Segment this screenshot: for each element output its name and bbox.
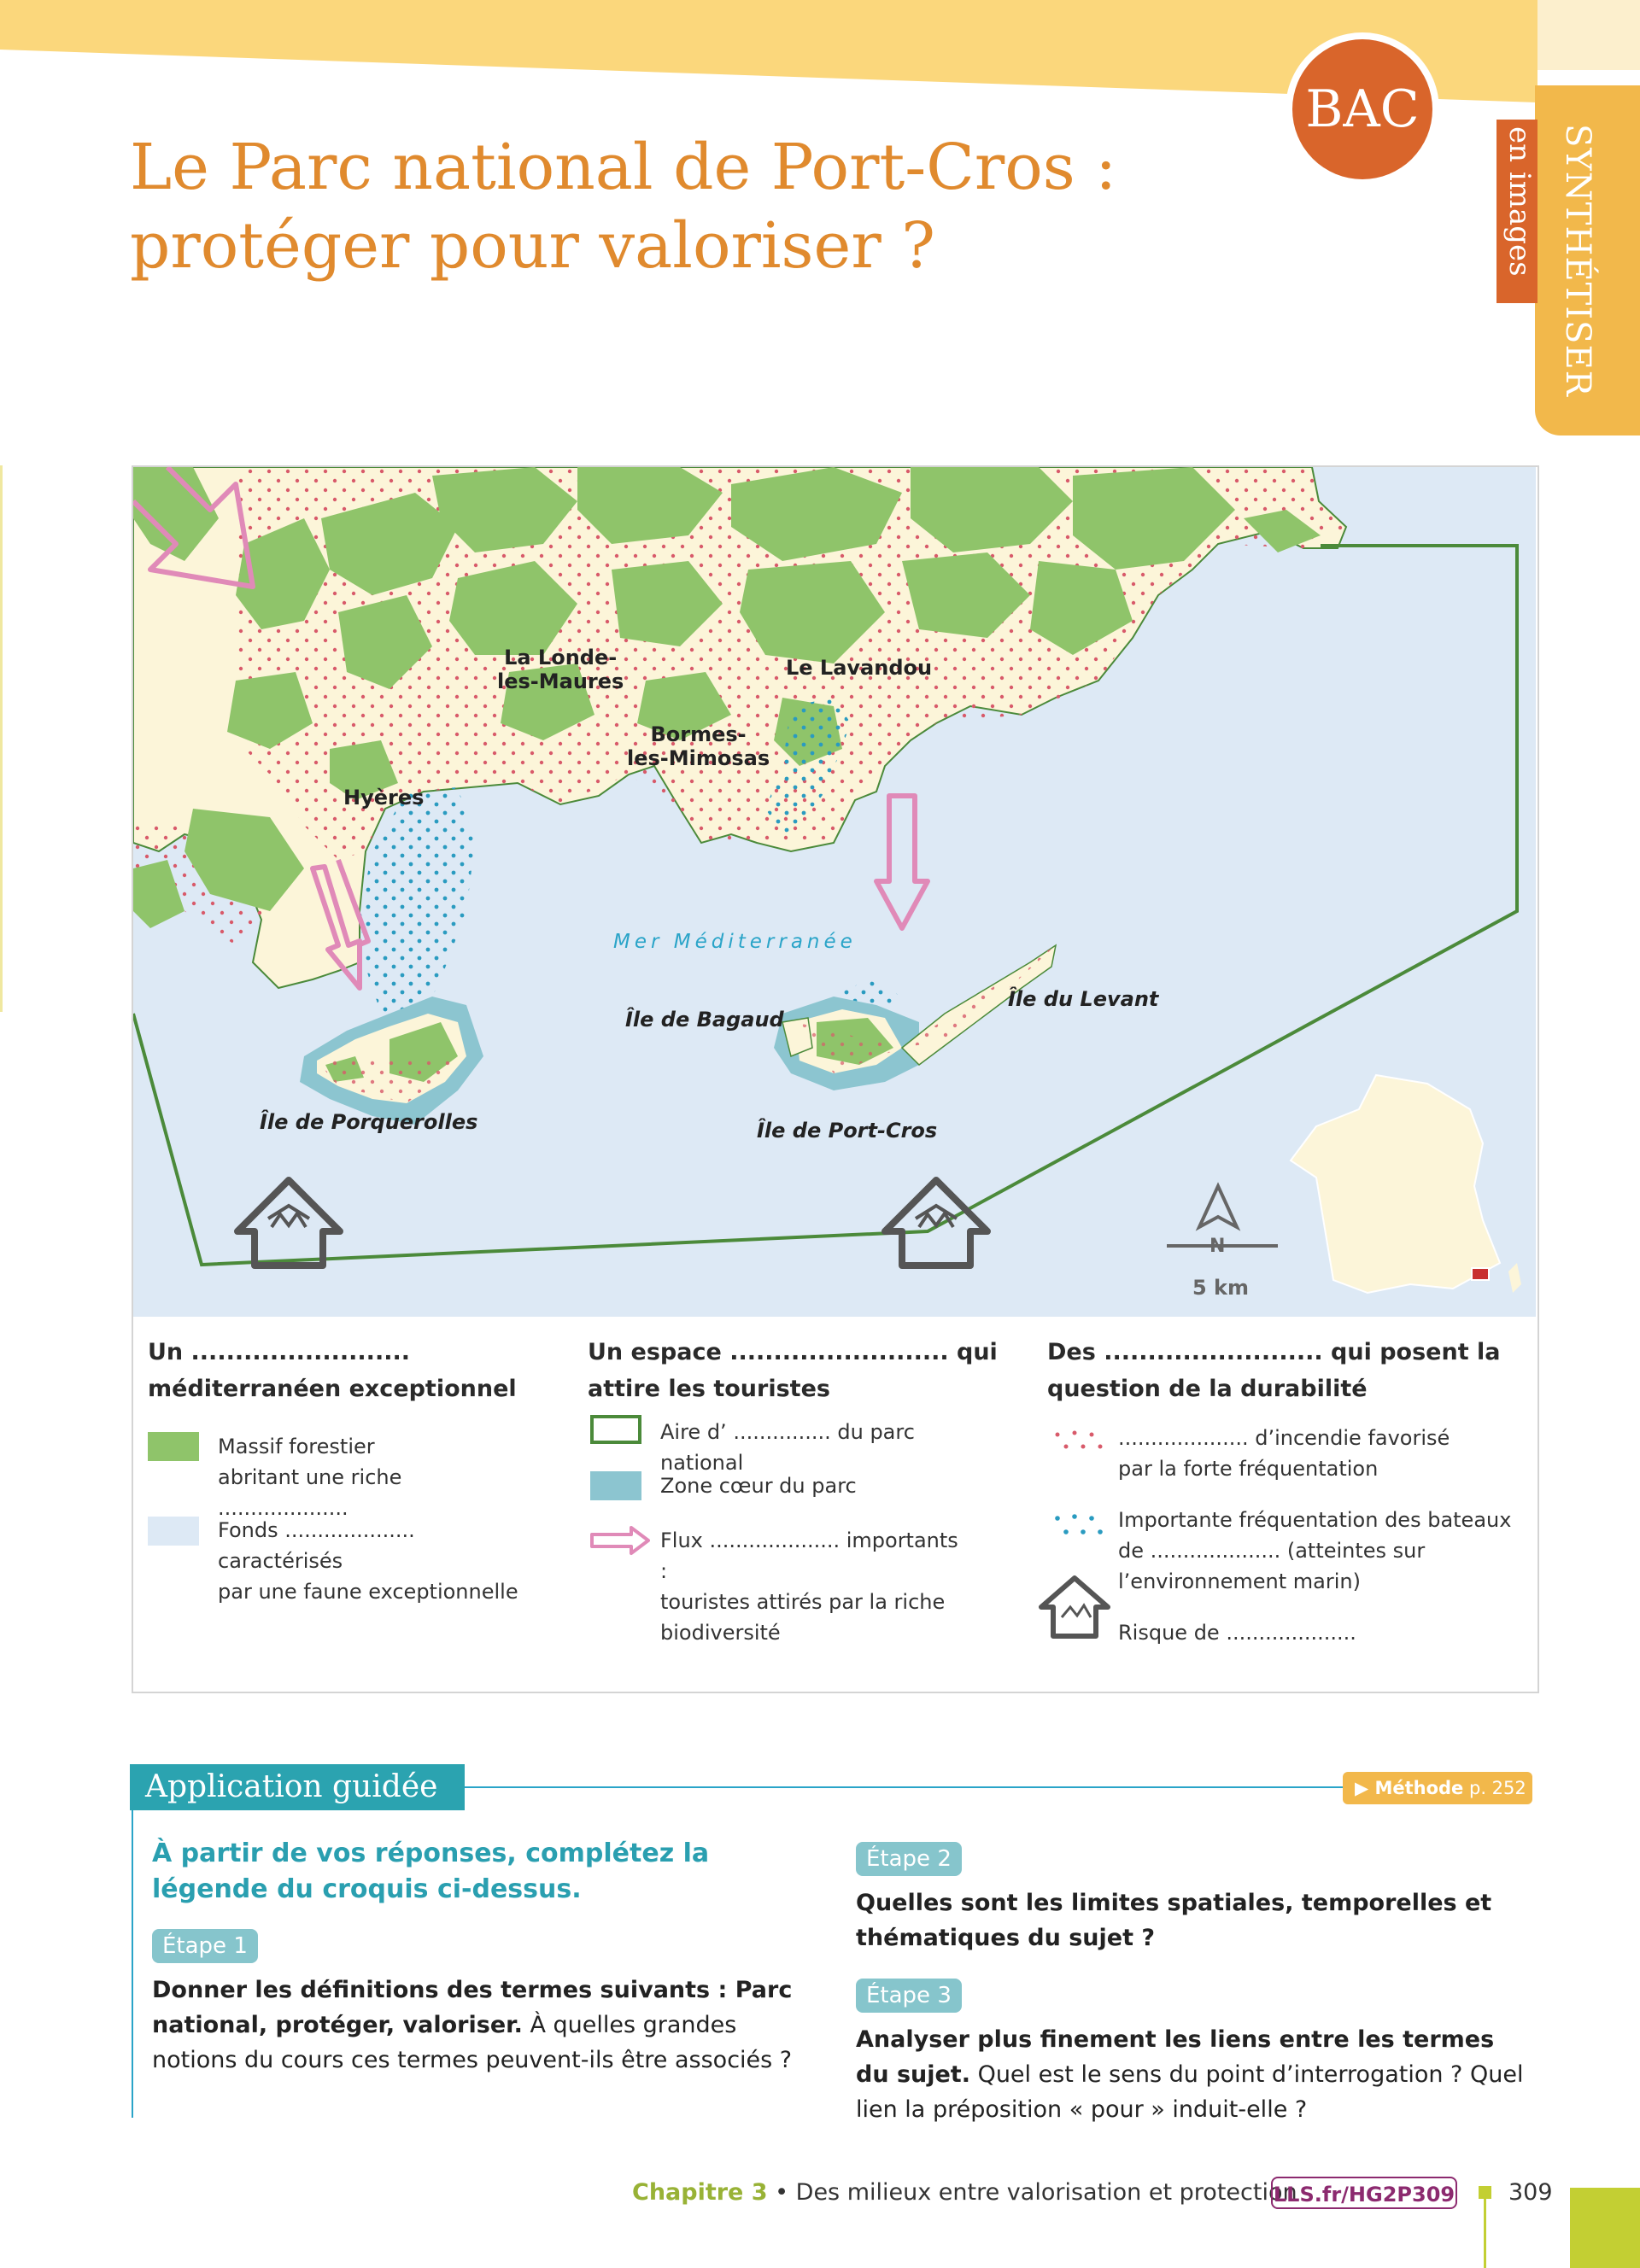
footer-marker-line [1484, 2199, 1486, 2268]
legend-core-zone-text: Zone cœur du parc [660, 1474, 857, 1498]
step1-bold: Donner les définitions des termes suivants : Parc national, protéger, valoriser. [152, 1977, 793, 2038]
label-le-lavandou: Le Lavandou [786, 656, 933, 680]
bac-badge-label: BAC [1292, 39, 1432, 179]
legend-fire-dots-icon [1052, 1428, 1107, 1453]
step2-badge: Étape 2 [856, 1842, 962, 1876]
footer-marker [1479, 2186, 1491, 2199]
legend-forest-swatch [148, 1432, 199, 1461]
label-ile-bagaud: Île de Bagaud [625, 1008, 784, 1032]
methode-label: Méthode [1374, 1778, 1464, 1798]
legend-flux-arrow-icon [590, 1525, 650, 1556]
legend-park-limit-swatch [590, 1415, 641, 1444]
legend-fire-risk-icon [1036, 1573, 1113, 1641]
footer-chapter-number: Chapitre 3 [632, 2179, 768, 2206]
step3-badge: Étape 3 [856, 1979, 962, 2013]
legend-forest-text: Massif forestier abritant une riche .................... [218, 1435, 402, 1520]
footer-separator: • [767, 2179, 796, 2206]
application-title: Application guidée [130, 1764, 465, 1810]
north-label: N [1210, 1236, 1226, 1257]
step3-bold: Analyser plus finement les liens entre les termes du sujet. [856, 2026, 1495, 2088]
label-ile-levant: Île du Levant [1008, 987, 1159, 1011]
application-side-rule [132, 1802, 133, 2118]
step3-rest: Quel est le sens du point d’interrogation ? Quel lien la préposition « pour » induit-elle ? [856, 2061, 1524, 2123]
label-la-londe: La Londe- les-Maures [497, 646, 624, 693]
step1-text [152, 1973, 827, 2078]
page-title-line1: Le Parc national de Port-Cros : [130, 131, 1117, 204]
legend-boat-dots-icon [1052, 1511, 1107, 1540]
footer-link[interactable]: LLS.fr/HG2P309 [1271, 2177, 1457, 2209]
scale-label: 5 km [1192, 1276, 1250, 1300]
label-ile-porquerolles: Île de Porquerolles [260, 1110, 478, 1134]
legend-sea-swatch [148, 1517, 199, 1546]
step2-text [856, 1885, 1522, 1955]
side-subtab-label: en images [1502, 126, 1537, 277]
label-hyeres: Hyères [343, 786, 425, 810]
legend-core-zone-swatch [590, 1471, 641, 1500]
methode-page: p. 252 [1463, 1778, 1526, 1798]
legend-flux-text: Flux .................... importants : touristes attirés par la riche biodiversité [660, 1529, 958, 1645]
page-edge-strip [0, 465, 3, 1012]
methode-link[interactable]: ▶ Méthode p. 252 [1343, 1772, 1532, 1804]
label-mer-mediterranee: Mer Méditerranée [613, 931, 857, 953]
label-ile-port-cros: Île de Port-Cros [757, 1119, 938, 1143]
side-tab-label: SYNTHÉTISER [1558, 124, 1597, 397]
page-number: 309 [1508, 2179, 1553, 2206]
legend-sea-text: Fonds .................... caractérisés par une faune exceptionnelle [218, 1518, 518, 1604]
step1-rest: À quelles grandes notions du cours ces termes peuvent-ils être associés ? [152, 2012, 793, 2073]
step3-text [856, 2022, 1531, 2127]
application-intro: À partir de vos réponses, complétez la légende du croquis ci-dessus. [152, 1838, 710, 1904]
bac-badge [1286, 32, 1439, 186]
park-map [133, 467, 1536, 1317]
legend-col2-title: Un espace ......................... qui attire les touristes [588, 1339, 998, 1402]
page-title [130, 128, 1240, 285]
footer-chapter [632, 2179, 1297, 2206]
legend-fire-risk-text: Risque de .................... [1118, 1621, 1356, 1645]
legend-boat-text: Importante fréquentation des bateaux de .................... (atteintes sur l’environnement marin) [1118, 1508, 1512, 1593]
label-bormes: Bormes- les-Mimosas [627, 722, 770, 770]
legend-fire-text: .................... d’incendie favorisé par la forte fréquentation [1118, 1426, 1450, 1481]
page-title-line2: protéger pour valoriser ? [130, 209, 935, 283]
legend-col1-title: Un ......................... méditerranéen exceptionnel [148, 1339, 517, 1402]
step2-bold: Quelles sont les limites spatiales, temporelles et thématiques du sujet ? [856, 1890, 1492, 1951]
footer-chapter-title: Des milieux entre valorisation et protection [795, 2179, 1297, 2206]
page-corner-tab [1570, 2188, 1640, 2268]
step1-badge: Étape 1 [152, 1929, 258, 1963]
legend-col3-title: Des ......................... qui posent la question de la durabilité [1047, 1339, 1501, 1402]
legend-park-limit-text: Aire d’ ............... du parc national [660, 1420, 915, 1475]
